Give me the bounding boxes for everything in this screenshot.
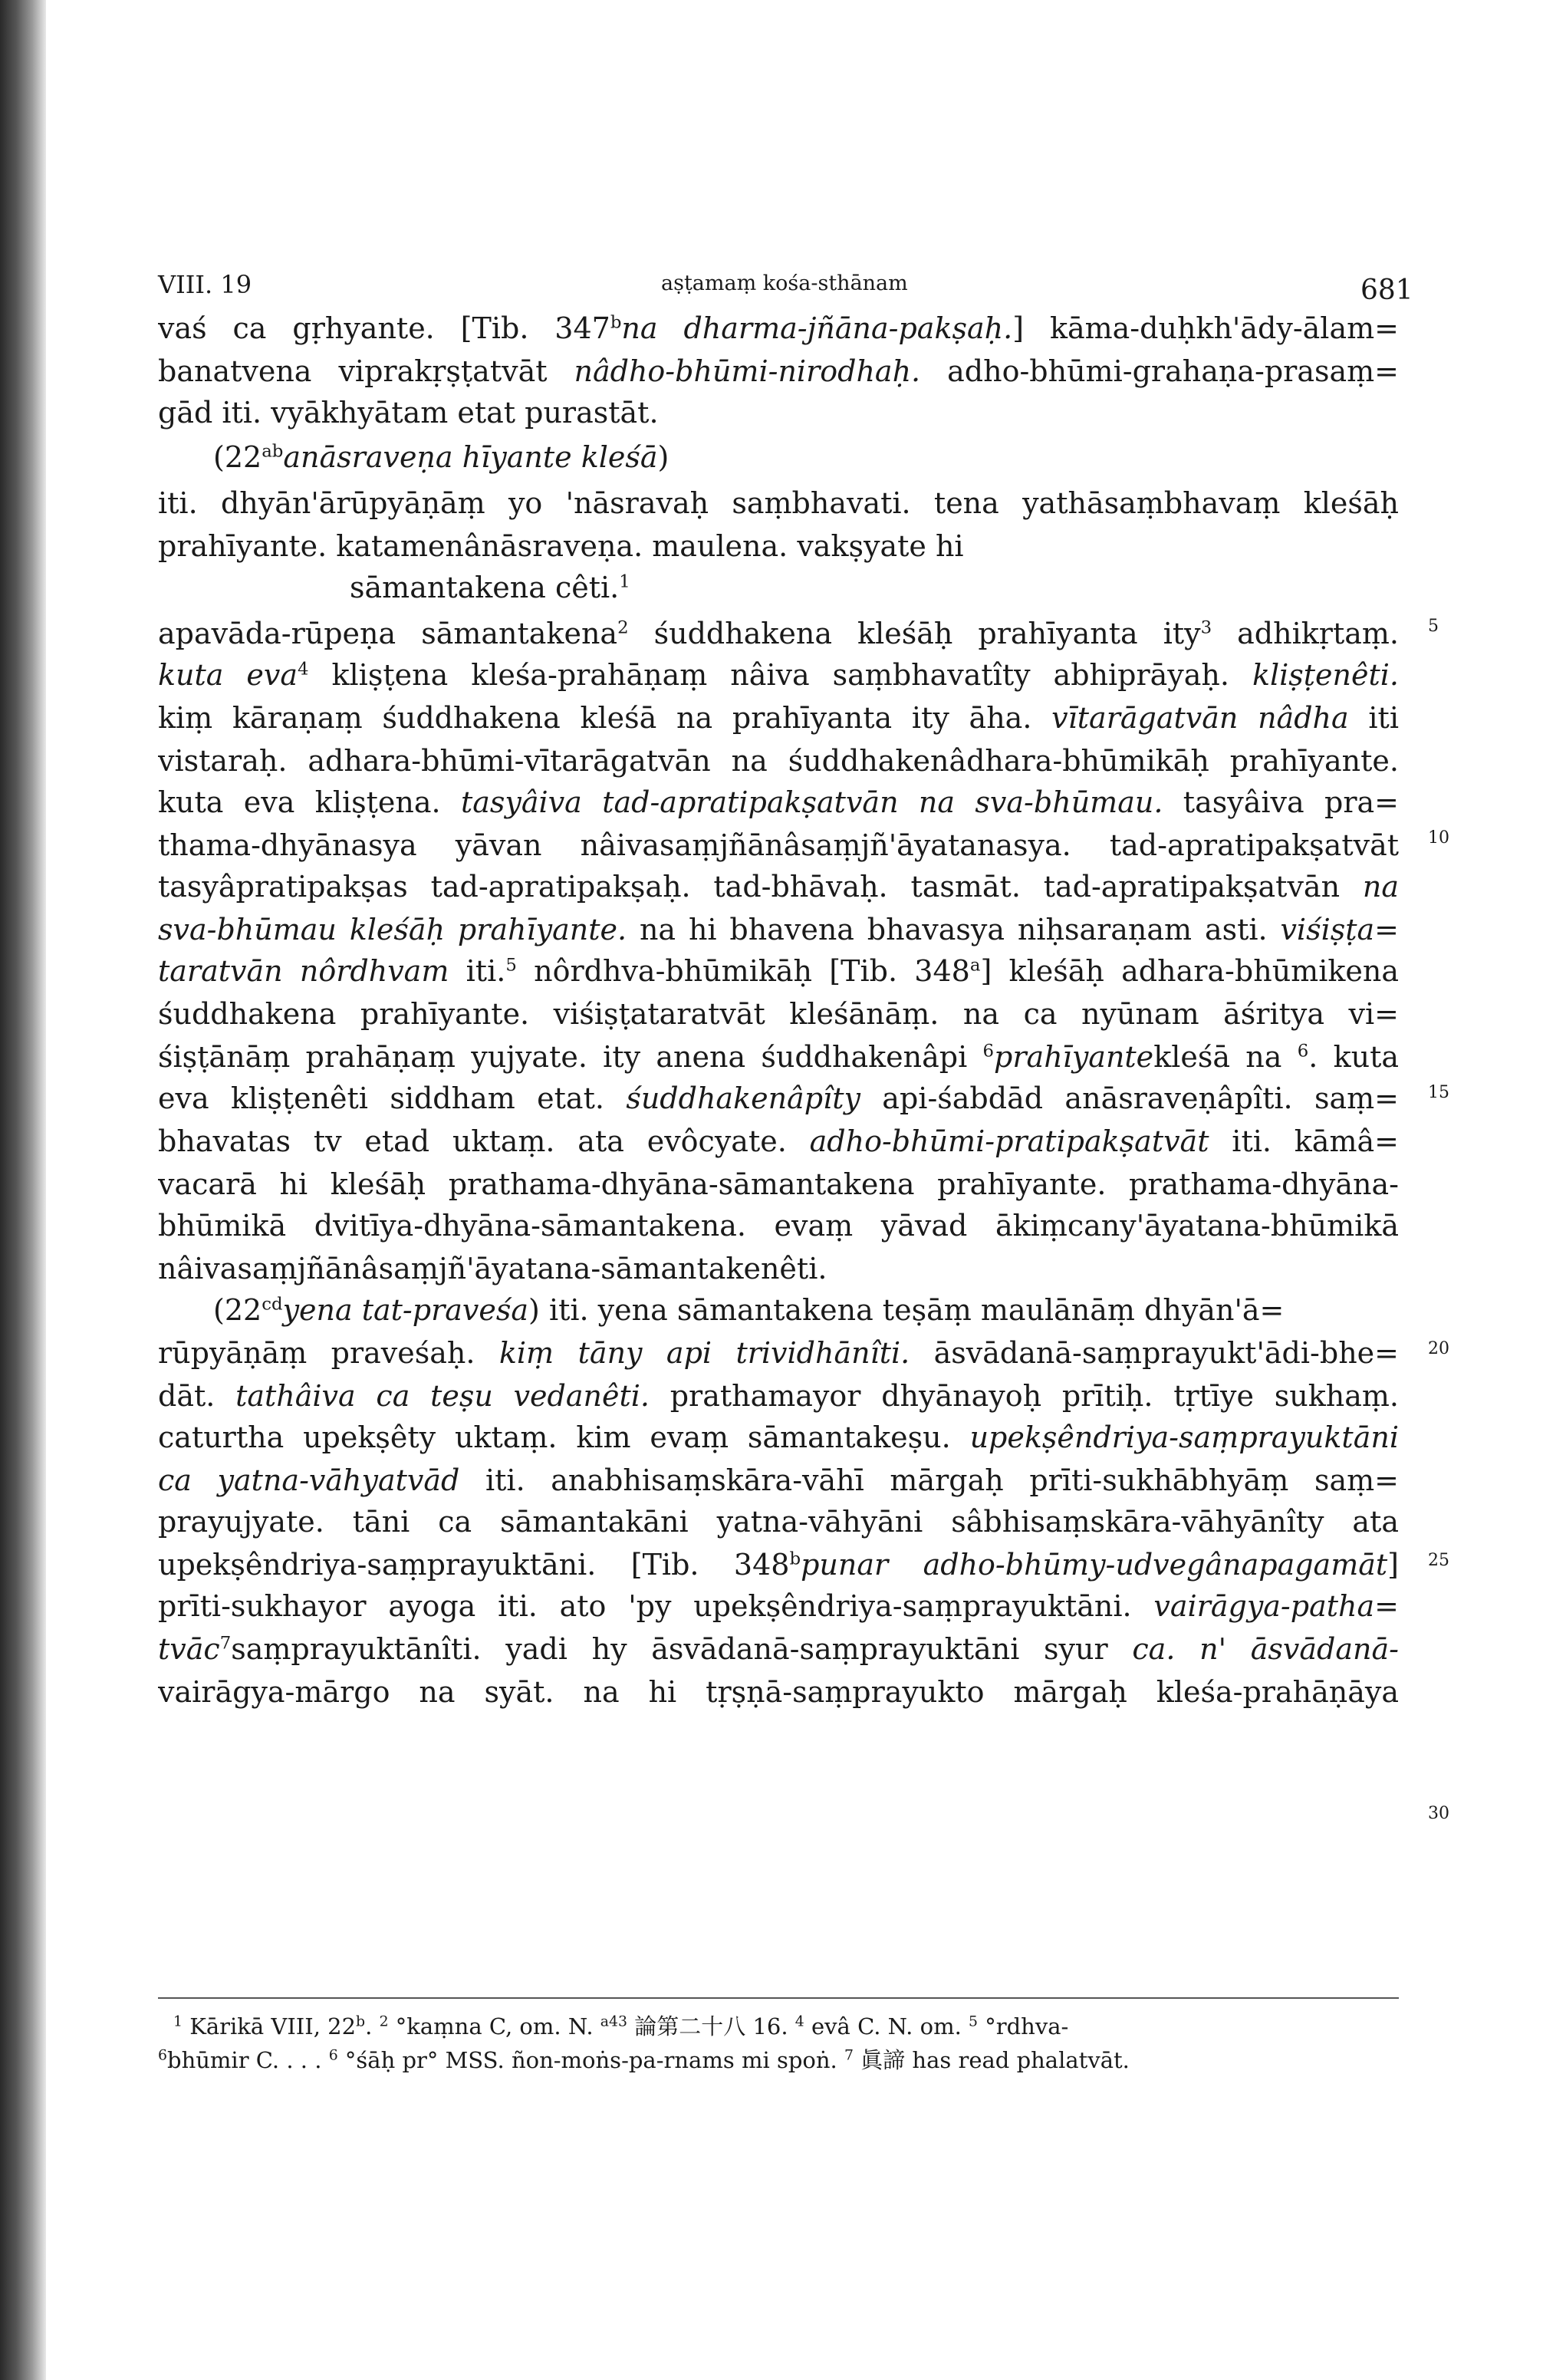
text-line <box>158 992 1399 1035</box>
page-number: 681 <box>1360 275 1413 306</box>
text-span: . kuta <box>1308 1040 1399 1074</box>
text-line <box>158 950 1399 992</box>
text-span: vacarā hi kleśāḥ prathama-dhyāna-sāmantakena prahīyante. prathama-dhyāna- <box>158 1167 1399 1201</box>
footnote-text: °rdhva- <box>978 2013 1069 2039</box>
italic-span: ca yatna-vāhyatvād <box>158 1463 460 1497</box>
italic-span: tathâiva ca teṣu vedanêti. <box>235 1379 650 1413</box>
line-number: 25 <box>1428 1551 1449 1570</box>
text-line <box>158 696 1399 739</box>
text-line <box>158 1035 1399 1078</box>
italic-span: adho-bhūmi-pratipakṣatvāt <box>809 1124 1209 1158</box>
text-span: kāma-duḥkh'ādy-ālam= <box>1049 311 1399 345</box>
superscript: b <box>356 2013 366 2030</box>
italic-span: upekṣêndriya-saṃprayuktāni <box>969 1420 1399 1454</box>
footnote-text: Kārikā VIII, 22 <box>183 2013 357 2039</box>
text-line <box>158 824 1399 867</box>
text-span: nâivasaṃjñānâsaṃjñ'āyatana-sāmantakenêti. <box>158 1252 827 1285</box>
text-line <box>158 525 1399 568</box>
footnote-number: 4 <box>795 2013 804 2030</box>
text-span: iti. yena sāmantakena teṣāṃ maulānāṃ dhyān'ā= <box>548 1293 1285 1327</box>
text-line <box>213 436 1399 479</box>
text-line <box>158 1163 1399 1206</box>
text-span: śuddhakena kleśāḥ prahīyanta ity <box>628 617 1201 650</box>
italic-span: nâdho-bhūmi-nirodhaḥ. <box>574 354 921 388</box>
italic-span: na <box>1362 870 1399 904</box>
italic-span: tasyâiva tad-apratipakṣatvān na sva-bhūmau. <box>460 785 1163 819</box>
text-span: vairāgya-mārgo na syāt. na hi tṛṣṇā-saṃprayukto mārgaḥ kleśa-prahāṇāya <box>158 1675 1399 1709</box>
text-span: apavāda-rūpeṇa sāmantakena <box>158 617 618 650</box>
footnote-number: 6 <box>158 2047 167 2064</box>
section-label: VIII. 19 <box>158 270 252 299</box>
text-span: thama-dhyānasya yāvan nâivasaṃjñānâsaṃjñ'āyatanasya. tad-apratipakṣatvāt <box>158 828 1399 862</box>
text-span: tasyâiva pra= <box>1163 785 1399 819</box>
footnote-text: °śāḥ pr° MSS. ñon-moṅs-pa-rnams mi spoṅ. <box>337 2047 844 2073</box>
text-line <box>158 781 1399 824</box>
running-title: aṣṭamaṃ kośa-sthānam <box>661 272 908 295</box>
footnote-text: 論第二十八 16 <box>627 2013 781 2039</box>
footnote-number: 3 <box>618 2013 628 2030</box>
text-span: iti. anabhisaṃskāra-vāhī mārgaḥ prīti-sukhābhyāṃ saṃ= <box>459 1463 1399 1497</box>
text-line <box>158 1500 1399 1543</box>
text-line <box>350 566 1399 609</box>
italic-span: yena tat-praveśa <box>282 1293 529 1327</box>
text-span: śiṣṭānāṃ prahāṇaṃ yujyate. ity anena śuddhakenâpi <box>158 1040 983 1074</box>
italic-span: taratvān nôrdhvam <box>158 954 449 988</box>
italic-span: ca. n' āsvādanā- <box>1107 1632 1399 1666</box>
text-line <box>158 612 1399 655</box>
text-span: adhikṛtaṃ. <box>1212 617 1399 650</box>
italic-span: śuddhakenâpîty <box>626 1081 860 1115</box>
text-span: (22 <box>213 1293 262 1327</box>
footnote-rule <box>158 1997 1399 1999</box>
text-span: kuta eva kliṣṭena. <box>158 785 461 819</box>
footnote-text: °kaṃna C, om. N. <box>388 2013 600 2039</box>
text-span: bhavatas tv etad uktaṃ. ata evôcyate. <box>158 1124 810 1158</box>
italic-span: vītarāgatvān nâdha <box>1051 701 1349 735</box>
text-line <box>158 1671 1399 1713</box>
footnote-line <box>173 2010 1414 2043</box>
text-span: bhūmikā dvitīya-dhyāna-sāmantakena. evaṃ yāvad ākiṃcany'āyatana-bhūmikā <box>158 1209 1399 1243</box>
italic-span: kiṃ tāny api trividhānîti. <box>498 1336 910 1370</box>
italic-span: vairāgya-patha= <box>1153 1589 1399 1623</box>
text-span: caturtha upekṣêty uktaṃ. kim evaṃ sāmantakeṣu. <box>158 1420 970 1454</box>
italic-span: viśiṣṭa= <box>1280 913 1399 946</box>
footnote-number: 1 <box>173 2013 183 2030</box>
text-span: kiṃ kāraṇaṃ śuddhakena kleśā na prahīyanta ity āha. <box>158 701 1052 735</box>
superscript: 1 <box>619 571 630 592</box>
text-span: adho-bhūmi-grahaṇa-prasaṃ= <box>920 354 1399 388</box>
superscript: ab <box>262 441 284 462</box>
text-span: kleśā na <box>1153 1040 1298 1074</box>
text-line <box>158 1585 1399 1628</box>
text-span: śuddhakena prahīyante. viśiṣṭataratvāt kleśānāṃ. na ca nyūnam āśritya vi= <box>158 997 1399 1031</box>
text-line <box>158 1247 1399 1290</box>
superscript: 3 <box>1200 617 1212 638</box>
text-line <box>158 865 1399 908</box>
text-span: api-śabdād anāsraveṇâpîti. saṃ= <box>860 1081 1399 1115</box>
footnote-text: . <box>365 2013 380 2039</box>
text-span: iti. kāmâ= <box>1209 1124 1399 1158</box>
footnote-number: 5 <box>969 2013 979 2030</box>
text-line <box>158 1543 1399 1586</box>
superscript: b <box>789 1549 801 1569</box>
text-span: saṃprayuktānîti. yadi hy āsvādanā-saṃprayuktāni syur <box>231 1632 1108 1666</box>
italic-span: kuta eva <box>158 658 298 692</box>
text-span: kliṣṭena kleśa-prahāṇaṃ nâiva saṃbhavatîty abhiprāyaḥ. <box>308 658 1229 692</box>
footnote-text: bhūmir C. <box>167 2047 287 2073</box>
text-span: upekṣêndriya-saṃprayuktāni. [Tib. 348 <box>158 1548 790 1582</box>
italic-span: na dharma-jñāna-pakṣaḥ. <box>621 311 1013 345</box>
text-line <box>158 1120 1399 1163</box>
text-line <box>158 482 1399 525</box>
text-span: sāmantakena cêti. <box>350 571 620 604</box>
text-line <box>158 307 1399 350</box>
line-number: 10 <box>1428 828 1449 848</box>
text-span: iti <box>1348 701 1399 735</box>
superscript: 6 <box>982 1041 995 1062</box>
italic-span: prahīyante <box>994 1040 1154 1074</box>
line-number: 30 <box>1428 1804 1449 1823</box>
footnote-number: 7 <box>844 2047 854 2064</box>
text-line <box>158 1332 1399 1374</box>
text-line <box>158 653 1399 696</box>
superscript: a4 <box>600 2013 619 2030</box>
superscript: 5 <box>505 955 517 976</box>
text-span: gād iti. vyākhyātam etat purastāt. <box>158 396 659 430</box>
footnote-text: evâ C. N. om. <box>804 2013 969 2039</box>
text-line <box>158 1204 1399 1247</box>
superscript: a <box>969 955 981 976</box>
text-span: prīti-sukhayor ayoga iti. ato 'py upekṣêndriya-saṃprayuktāni. <box>158 1589 1154 1623</box>
text-line <box>158 1374 1399 1417</box>
line-number: 5 <box>1428 617 1439 636</box>
text-span: prahīyante. katamenânāsraveṇa. maulena. vakṣyate hi <box>158 529 964 563</box>
superscript: b <box>610 312 622 333</box>
superscript: 7 <box>219 1633 232 1654</box>
text-span: nôrdhva-bhūmikāḥ [Tib. 348 <box>516 954 970 988</box>
text-span: ) <box>528 1293 549 1327</box>
text-span: dāt. <box>158 1379 236 1413</box>
text-span: ] kleśāḥ adhara-bhūmikena <box>980 954 1399 988</box>
italic-span: anāsraveṇa hīyante kleśā <box>283 440 658 474</box>
footnote-text: . . . <box>286 2047 329 2073</box>
footnote-number: 2 <box>379 2013 389 2030</box>
text-span: eva kliṣṭenêti siddham etat. <box>158 1081 627 1115</box>
text-line <box>158 908 1399 951</box>
text-span: banatvena viprakṛṣṭatvāt <box>158 354 574 388</box>
italic-span: sva-bhūmau kleśāḥ prahīyante. <box>158 913 627 946</box>
text-span: iti. dhyān'ārūpyāṇāṃ yo 'nāsravaḥ saṃbhavati. tena yathāsaṃbhavaṃ kleśāḥ <box>158 486 1399 520</box>
text-span: iti. <box>449 954 506 988</box>
text-line <box>158 1077 1399 1120</box>
text-span: tasyâpratipakṣas tad-apratipakṣaḥ. tad-bhāvaḥ. tasmāt. tad-apratipakṣatvān <box>158 870 1363 904</box>
text-span: vistaraḥ. adhara-bhūmi-vītarāgatvān na śuddhakenâdhara-bhūmikāḥ prahīyante. <box>158 744 1399 778</box>
italic-span: kliṣṭenêti. <box>1229 658 1399 692</box>
footnote-line <box>158 2043 1399 2077</box>
italic-span: punar adho-bhūmy-udvegânapagamāt <box>801 1548 1388 1582</box>
text-span: prathamayor dhyānayoḥ prītiḥ. tṛtīye sukhaṃ. <box>649 1379 1399 1413</box>
text-line <box>158 1459 1399 1502</box>
text-span: prayujyate. tāni ca sāmantakāni yatna-vāhyāni sâbhisaṃskāra-vāhyānîty ata <box>158 1505 1399 1539</box>
superscript: cd <box>262 1294 283 1315</box>
text-line <box>158 391 1399 434</box>
text-span: vaś ca gṛhyante. [Tib. 347 <box>158 311 610 345</box>
text-span: (22 <box>213 440 262 474</box>
italic-span: tvāc <box>158 1632 220 1666</box>
text-line <box>158 1628 1399 1671</box>
text-line <box>213 1289 1399 1332</box>
text-line <box>158 739 1399 782</box>
text-line <box>158 350 1399 393</box>
line-number: 20 <box>1428 1339 1449 1358</box>
superscript: 6 <box>1297 1041 1309 1062</box>
text-span: ) <box>657 440 669 474</box>
text-span: na hi bhavena bhavasya niḥsaraṇam asti. <box>627 913 1281 946</box>
superscript: 4 <box>298 659 309 680</box>
superscript: 2 <box>617 617 629 638</box>
line-number: 15 <box>1428 1083 1449 1102</box>
footnote-number: 6 <box>328 2047 338 2064</box>
text-span: ] <box>1012 311 1050 345</box>
footnote-text: 眞諦 has read phalatvāt. <box>853 2047 1130 2073</box>
footnote-text: . <box>781 2013 795 2039</box>
text-span: āsvādanā-saṃprayukt'ādi-bhe= <box>910 1336 1399 1370</box>
text-span: rūpyāṇāṃ praveśaḥ. <box>158 1336 499 1370</box>
text-span: ] <box>1387 1548 1399 1582</box>
text-line <box>158 1416 1399 1459</box>
